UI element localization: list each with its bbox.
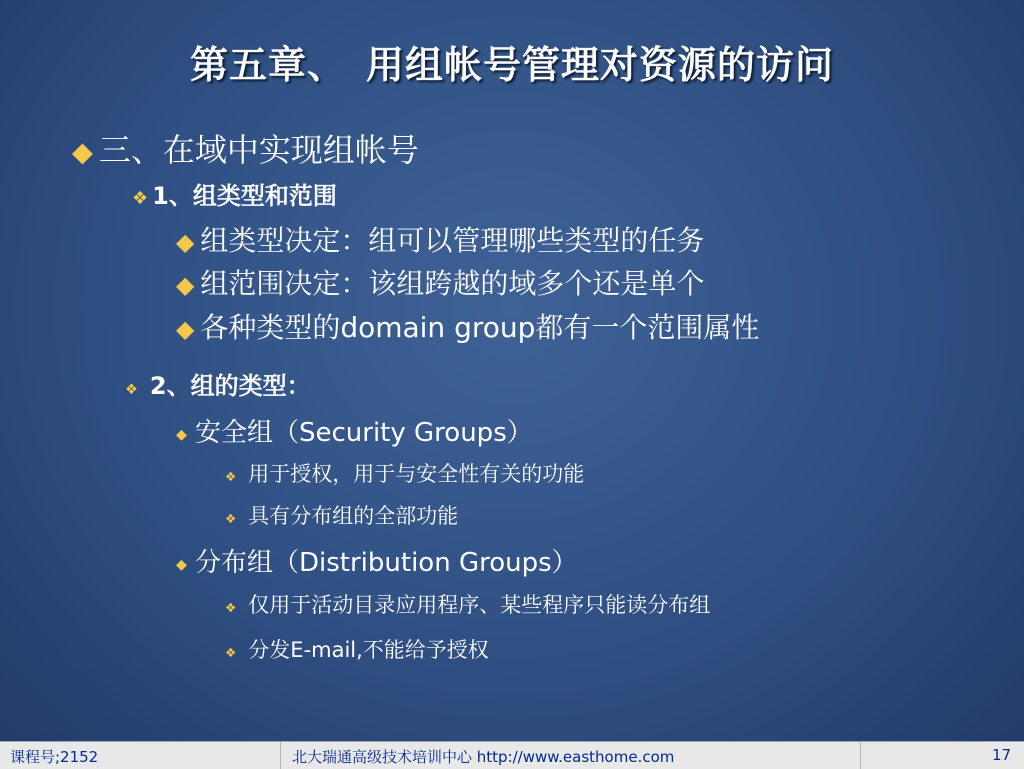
- distribution-group-line: [176, 542, 578, 579]
- diamond-bullet-icon: ◆: [176, 557, 187, 573]
- section2-text: 2、组的类型：: [149, 372, 311, 400]
- footer-divider: [860, 742, 861, 769]
- list-item: [225, 634, 489, 664]
- list-item-text: 各种类型的domain group都有一个范围属性: [200, 311, 760, 344]
- list-item-text: 分发E-mail,不能给予授权: [248, 638, 489, 662]
- heading-line: [72, 125, 419, 171]
- list-item: [176, 306, 759, 346]
- list-item-text: 组范围决定：该组跨越的域多个还是单个: [200, 267, 705, 300]
- diamond-bullet-icon: ◆: [176, 315, 195, 343]
- footer-page-number: 17: [992, 746, 1012, 764]
- diamond-bullet-icon: ◆: [176, 271, 195, 299]
- list-item: [176, 262, 704, 302]
- four-diamond-bullet-icon: ❖: [225, 469, 237, 484]
- distribution-group-label: 分布组（Distribution Groups）: [195, 548, 578, 578]
- list-item: [225, 589, 710, 619]
- section1-line: [132, 176, 337, 211]
- footer-center: 北大瑞通高级技术培训中心 http://www.easthome.com: [292, 748, 675, 766]
- four-diamond-bullet-icon: ❖: [225, 511, 237, 526]
- list-item-text: 组类型决定：组可以管理哪些类型的任务: [200, 224, 705, 257]
- section1-text: 1、组类型和范围: [152, 182, 337, 210]
- slide-title: 第五章、 用组帐号管理对资源的访问: [189, 43, 834, 87]
- list-item: [225, 500, 458, 530]
- security-group-line: [176, 412, 533, 449]
- list-item: [225, 458, 584, 488]
- four-diamond-bullet-icon: ❖: [132, 188, 149, 209]
- list-item-text: 具有分布组的全部功能: [248, 504, 459, 528]
- four-diamond-bullet-icon: ❖: [225, 600, 237, 615]
- diamond-bullet-icon: ◆: [72, 137, 93, 168]
- diamond-bullet-icon: ◆: [176, 427, 187, 443]
- security-group-label: 安全组（Security Groups）: [195, 418, 533, 448]
- section2-line: [125, 366, 311, 401]
- list-item-text: 用于授权，用于与安全性有关的功能: [248, 462, 585, 486]
- list-item: [176, 219, 704, 259]
- footer-divider: [280, 742, 281, 769]
- list-item-text: 仅用于活动目录应用程序、某些程序只能读分布组: [248, 593, 711, 617]
- heading-text: 三、在域中实现组帐号: [98, 131, 419, 169]
- diamond-bullet-icon: ◆: [176, 228, 195, 256]
- four-diamond-bullet-icon: ❖: [125, 382, 138, 398]
- footer-bar: [0, 741, 1024, 769]
- four-diamond-bullet-icon: ❖: [225, 645, 237, 660]
- footer-course: 课程号;2152: [10, 748, 99, 766]
